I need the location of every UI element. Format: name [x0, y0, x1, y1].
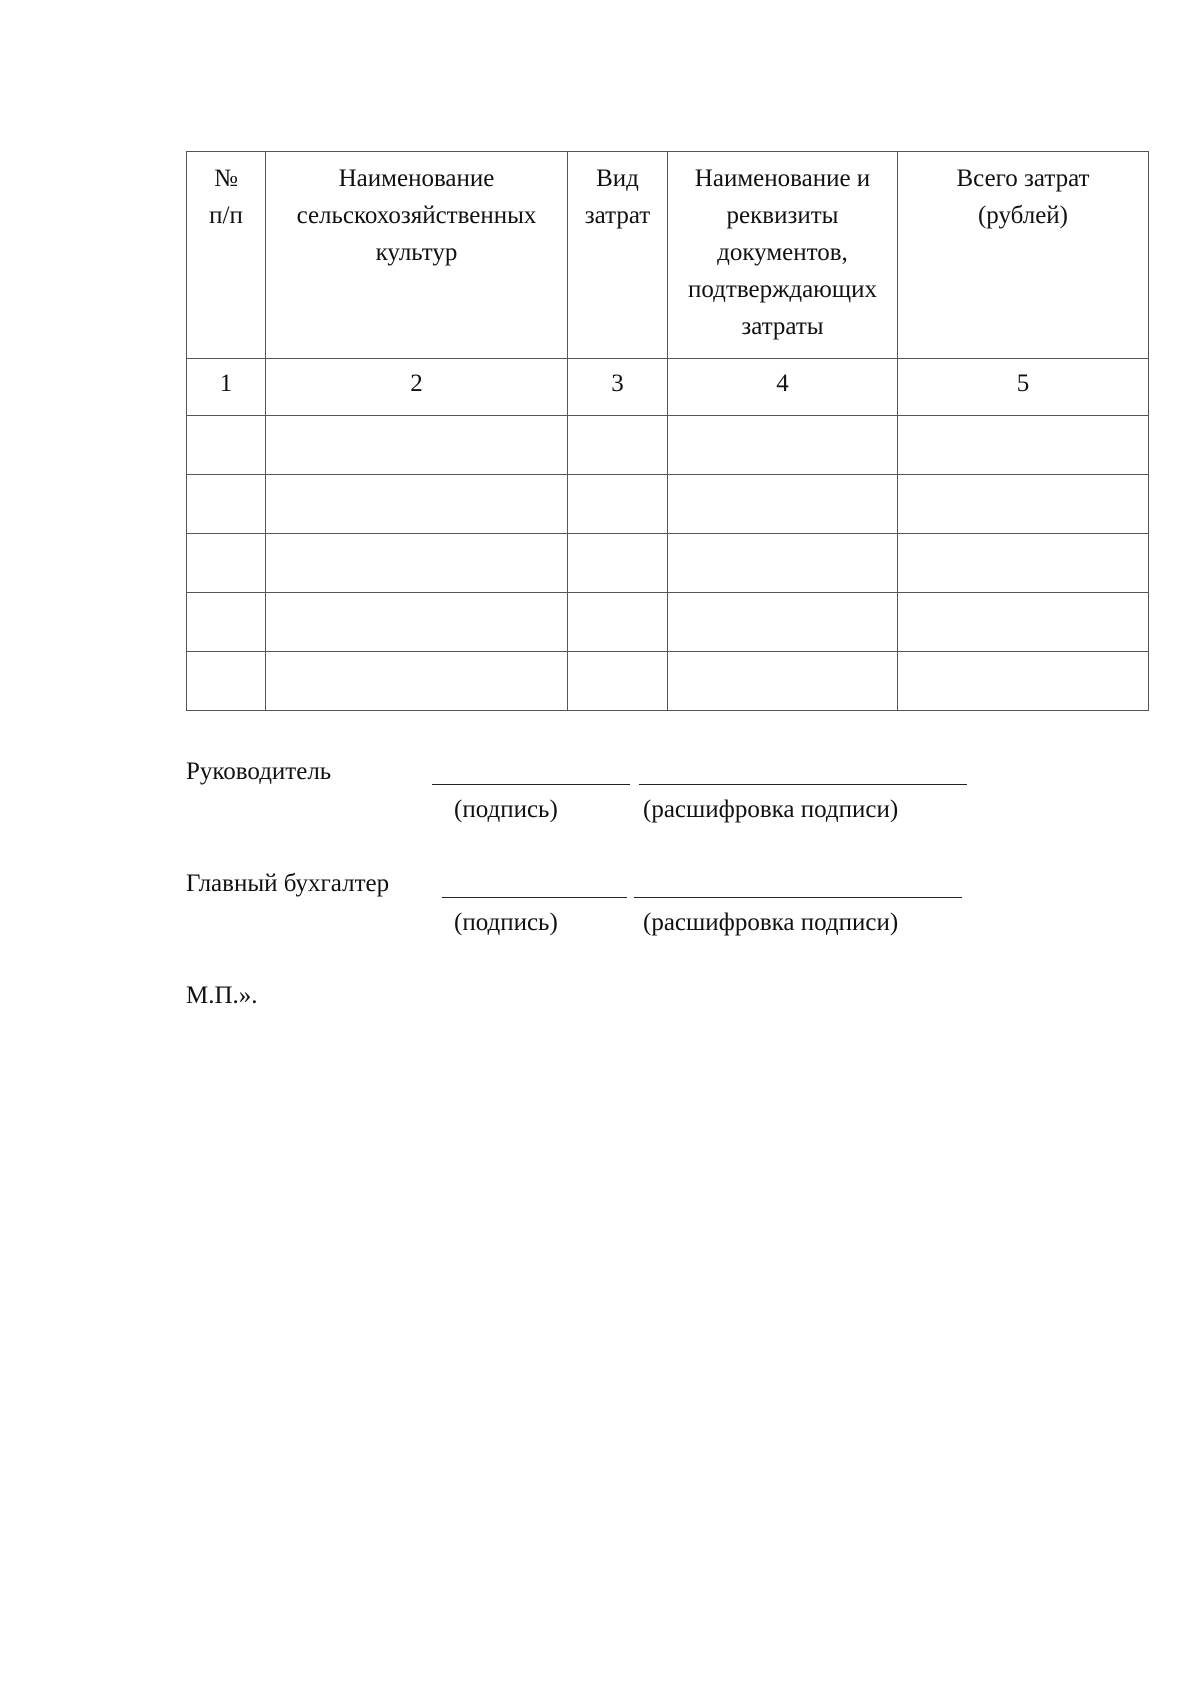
accountant-signature-caption: (подпись): [454, 909, 558, 936]
head-signature-line: [432, 784, 630, 785]
table-cell: [898, 593, 1149, 652]
column-number: 1: [187, 359, 266, 416]
table-cell: [668, 416, 898, 475]
column-number: 5: [898, 359, 1149, 416]
table-cell: [266, 652, 568, 711]
table-cell: [568, 475, 668, 534]
table-cell: [187, 416, 266, 475]
table-cell: [668, 593, 898, 652]
table-cell: [266, 416, 568, 475]
head-decoding-caption: (расшифровка подписи): [643, 796, 899, 823]
header-number: № п/п: [187, 152, 266, 359]
column-number: 2: [266, 359, 568, 416]
accountant-decoding-line: [634, 897, 962, 898]
cost-table: [186, 151, 1149, 711]
table-row: [187, 416, 1149, 475]
table-cell: [568, 593, 668, 652]
table-cell: [187, 475, 266, 534]
table-header-row: [187, 152, 1149, 359]
table-cell: [568, 534, 668, 593]
table-cell: [898, 475, 1149, 534]
table-row: [187, 593, 1149, 652]
table-cell: [668, 475, 898, 534]
table-cell: [568, 416, 668, 475]
table-cell: [266, 475, 568, 534]
table-cell: [898, 534, 1149, 593]
table-row: [187, 534, 1149, 593]
head-signature-label: Руководитель: [186, 758, 332, 785]
table-cell: [187, 593, 266, 652]
header-crop-name: Наименование сельскохозяйственных культур: [266, 152, 568, 359]
column-number: 4: [668, 359, 898, 416]
head-decoding-line: [639, 784, 967, 785]
header-documents: Наименование и реквизиты документов, подтверждающих затраты: [668, 152, 898, 359]
table-cell: [187, 652, 266, 711]
table-cell: [898, 416, 1149, 475]
table-cell: [187, 534, 266, 593]
column-number: 3: [568, 359, 668, 416]
column-number-row: [187, 359, 1149, 416]
head-signature-caption: (подпись): [454, 796, 558, 823]
table-cell: [266, 534, 568, 593]
table-cell: [668, 534, 898, 593]
table-cell: [668, 652, 898, 711]
table-cell: [898, 652, 1149, 711]
table-cell: [266, 593, 568, 652]
header-total-cost: Всего затрат (рублей): [898, 152, 1149, 359]
table-row: [187, 475, 1149, 534]
header-cost-type: Вид затрат: [568, 152, 668, 359]
accountant-signature-line: [442, 897, 627, 898]
accountant-signature-label: Главный бухгалтер: [186, 870, 390, 897]
stamp-place: М.П.».: [186, 982, 258, 1009]
accountant-decoding-caption: (расшифровка подписи): [643, 909, 899, 936]
table-row: [187, 652, 1149, 711]
table-cell: [568, 652, 668, 711]
